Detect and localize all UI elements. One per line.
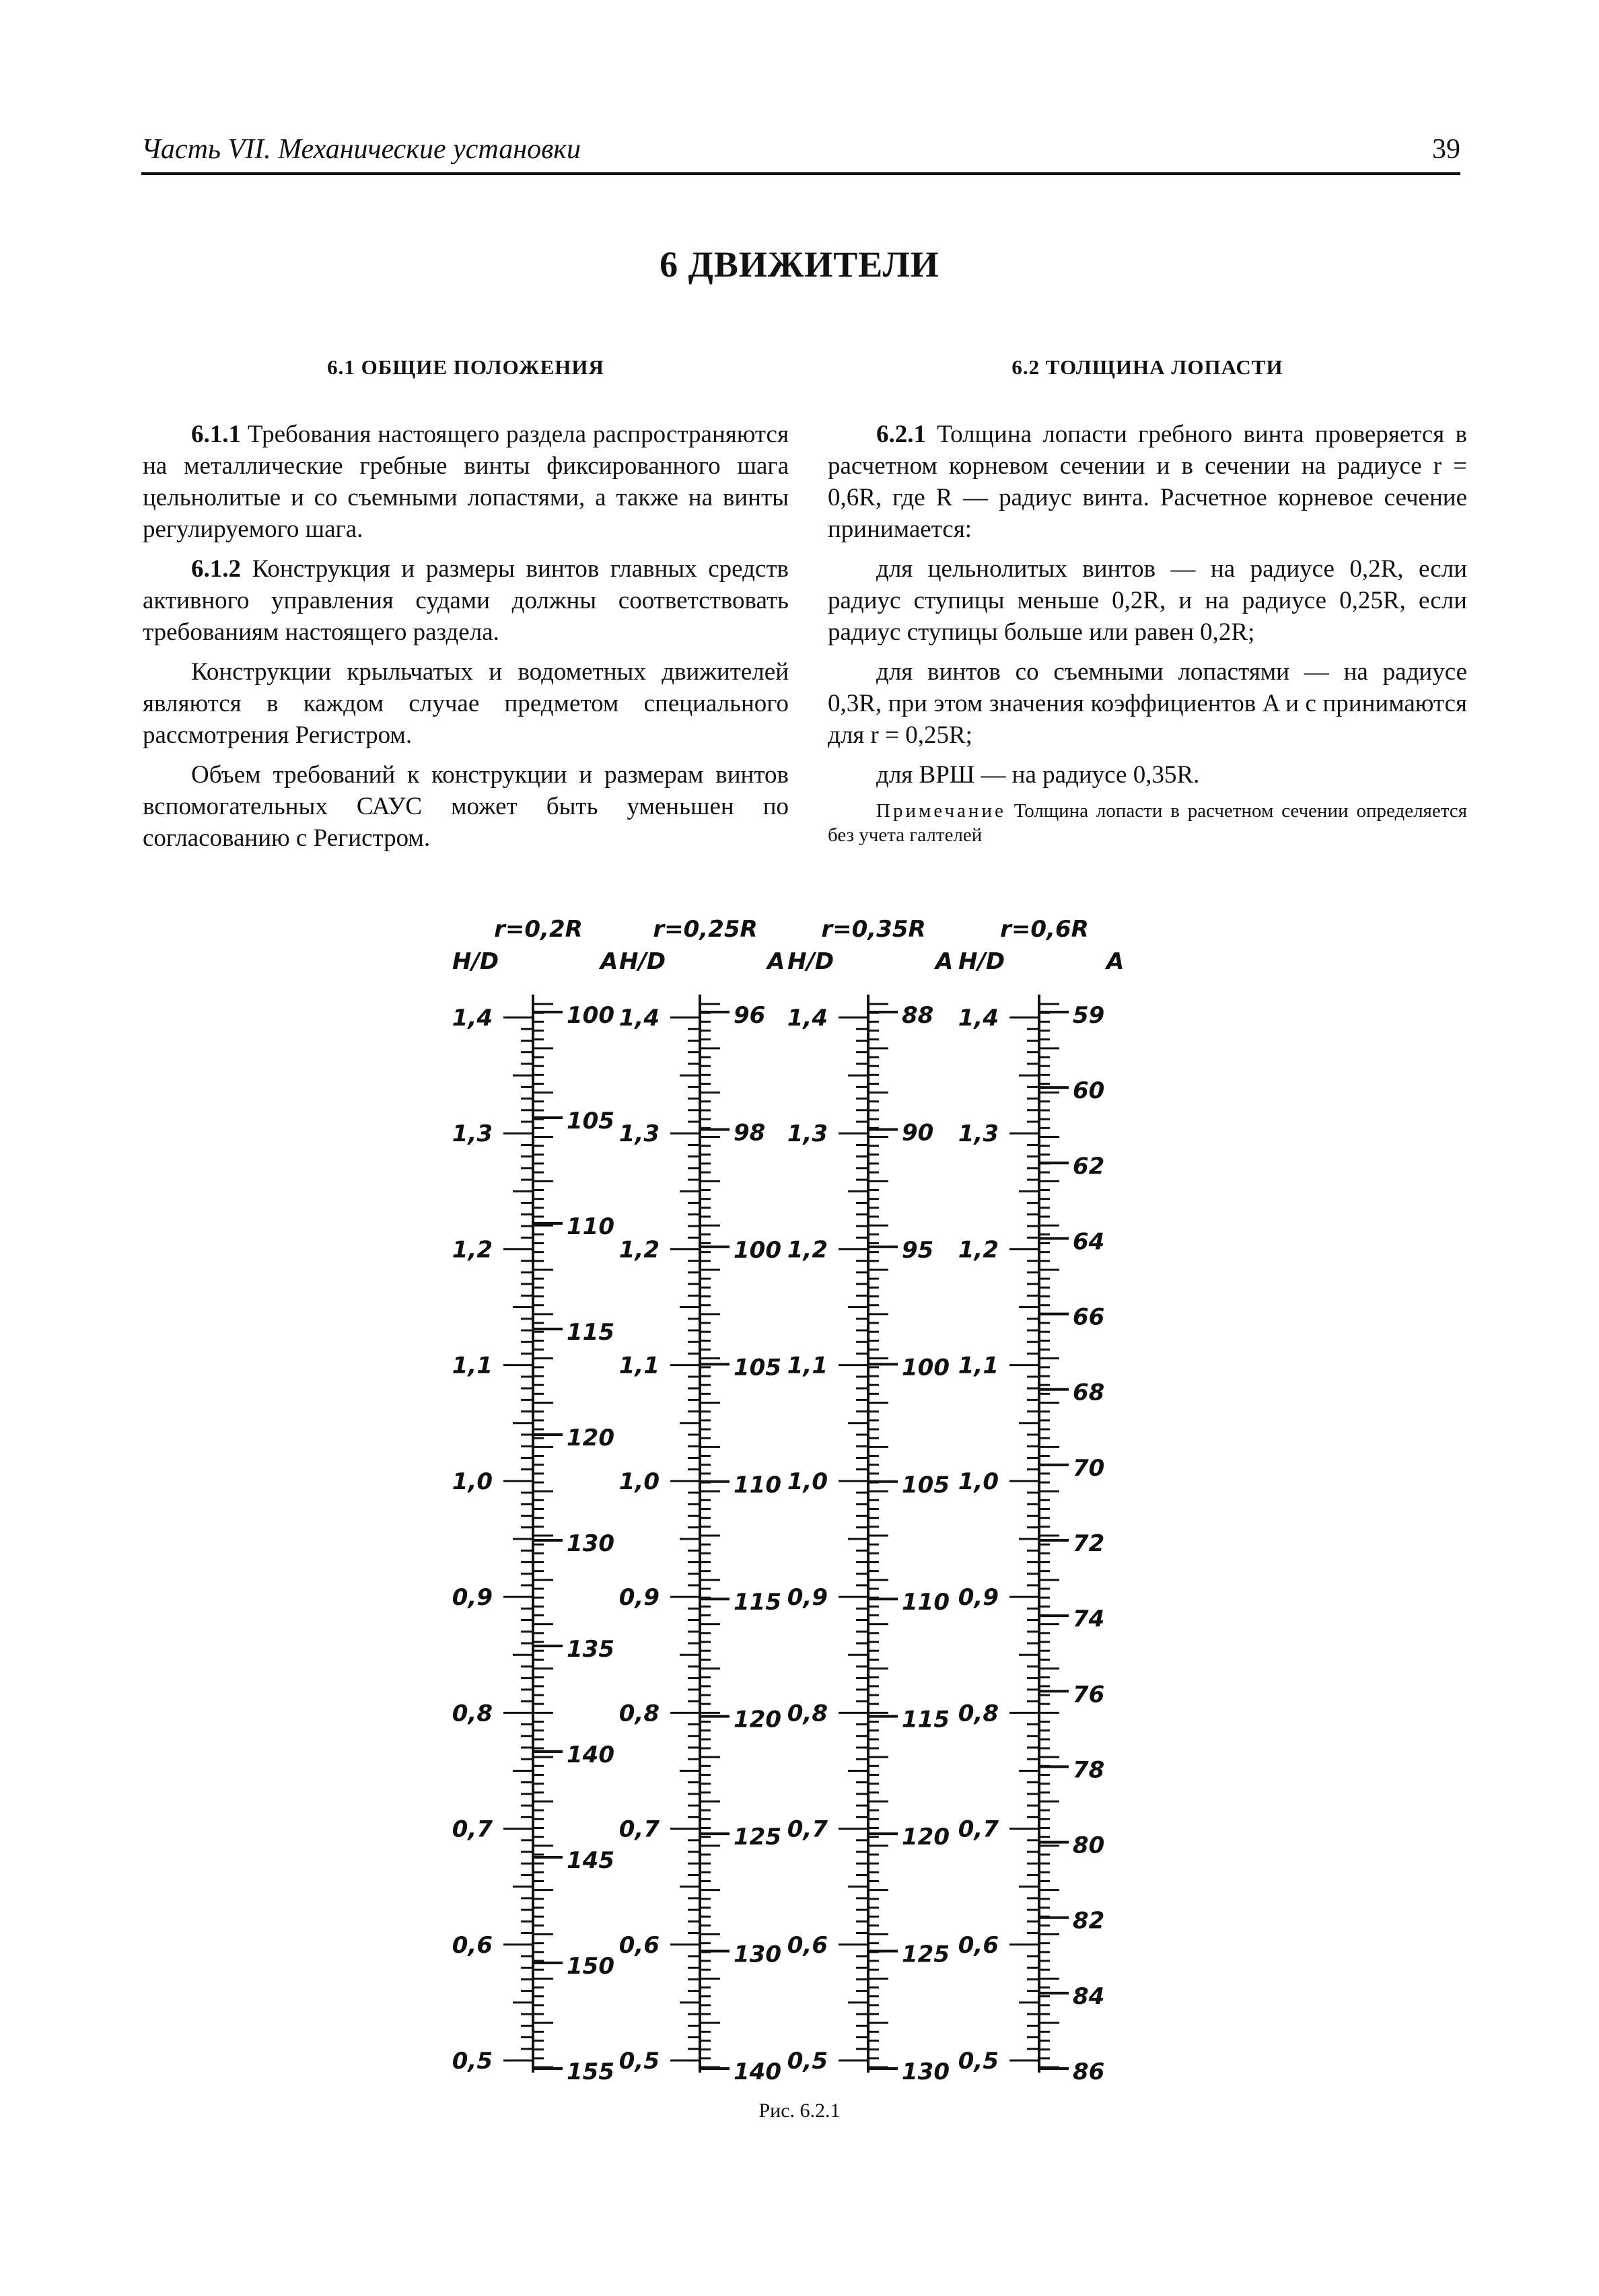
a-label: 155 — [567, 2058, 614, 2085]
a-label: 120 — [902, 1824, 950, 1851]
a-label: 84 — [1073, 1982, 1105, 2010]
clause-number: 6.1.2 — [191, 555, 241, 583]
a-label: 64 — [1073, 1228, 1105, 1256]
a-label: 130 — [734, 1941, 781, 1968]
a-label: 115 — [567, 1319, 614, 1346]
a-label: 120 — [567, 1425, 614, 1451]
hd-label: 0,8 — [618, 1700, 660, 1727]
a-label: 140 — [567, 1742, 614, 1768]
a-label: 140 — [734, 2058, 781, 2085]
hd-label: 1,0 — [452, 1468, 493, 1495]
a-label: 95 — [902, 1236, 934, 1264]
a-label: 105 — [902, 1471, 950, 1499]
figure-caption: Рис. 6.2.1 — [758, 2100, 841, 2122]
scale-title: r=0,35R — [821, 916, 926, 943]
a-label: 100 — [734, 1236, 781, 1264]
hd-label: 0,7 — [618, 1816, 660, 1843]
hd-label: 1,4 — [452, 1005, 493, 1032]
a-label: 88 — [902, 1002, 934, 1029]
a-label: 110 — [567, 1213, 614, 1240]
a-label: 80 — [1073, 1832, 1105, 1859]
hd-label: 1,4 — [958, 1005, 999, 1032]
axis-label-a: A — [767, 948, 785, 975]
a-label: 68 — [1073, 1379, 1105, 1406]
section-heading-6-1: 6.1 ОБЩИЕ ПОЛОЖЕНИЯ — [327, 355, 604, 379]
chapter-title: 6 ДВИЖИТЕЛИ — [660, 244, 939, 285]
a-label: 78 — [1073, 1756, 1105, 1784]
section-heading-6-2: 6.2 ТОЛЩИНА ЛОПАСТИ — [1011, 355, 1283, 379]
axis-label-a: A — [935, 948, 954, 975]
hd-label: 1,0 — [787, 1468, 828, 1495]
a-label: 150 — [567, 1953, 614, 1980]
a-label: 74 — [1073, 1606, 1105, 1633]
axis-label-hd: H/D — [787, 948, 834, 975]
a-label: 105 — [734, 1354, 781, 1382]
note-label: Примечание — [876, 800, 1006, 822]
hd-label: 0,5 — [787, 2048, 828, 2075]
hd-label: 1,1 — [618, 1352, 660, 1379]
a-label: 72 — [1073, 1530, 1105, 1557]
hd-label: 1,2 — [452, 1236, 493, 1264]
axis-label-hd: H/D — [958, 948, 1005, 975]
hd-label: 0,6 — [618, 1931, 660, 1959]
a-label: 120 — [734, 1706, 781, 1733]
hd-label: 0,5 — [618, 2048, 660, 2075]
paragraph-cpp: для ВРШ — на радиусе 0,35R. — [876, 761, 1200, 789]
hd-label: 0,6 — [787, 1931, 828, 1959]
a-label: 130 — [567, 1530, 614, 1557]
axis-label-hd: H/D — [619, 948, 666, 975]
a-label: 98 — [734, 1119, 766, 1147]
axis-label-hd: H/D — [452, 948, 499, 975]
a-label: 125 — [902, 1941, 950, 1968]
hd-label: 1,2 — [958, 1236, 999, 1264]
a-label: 60 — [1073, 1077, 1105, 1105]
hd-label: 1,2 — [787, 1236, 828, 1264]
hd-label: 1,4 — [618, 1005, 660, 1032]
hd-label: 1,3 — [452, 1120, 493, 1148]
hd-label: 0,5 — [452, 2048, 493, 2075]
a-label: 145 — [567, 1847, 614, 1874]
a-label: 100 — [902, 1354, 950, 1382]
hd-label: 0,6 — [958, 1931, 999, 1959]
clause-number: 6.1.1 — [191, 421, 241, 448]
a-label: 66 — [1073, 1303, 1105, 1331]
hd-label: 0,9 — [452, 1584, 493, 1612]
a-label: 76 — [1073, 1681, 1105, 1709]
hd-label: 0,5 — [958, 2048, 999, 2075]
hd-label: 1,1 — [787, 1352, 828, 1379]
a-label: 62 — [1073, 1153, 1105, 1180]
scale-title: r=0,25R — [653, 916, 758, 943]
scale-title: r=0,6R — [1000, 916, 1089, 943]
hd-label: 1,3 — [958, 1120, 999, 1148]
hd-label: 0,7 — [787, 1816, 828, 1843]
a-label: 110 — [902, 1589, 950, 1616]
paragraph-text: Требования настоящего раздела распространяются на металлические гребные винты фиксированного шага цельнолитые и со съемными лопастями, а также на винты регулируемого шага. — [143, 421, 789, 543]
a-label: 70 — [1073, 1454, 1105, 1482]
hd-label: 0,8 — [452, 1700, 493, 1727]
part-title: Часть VII. Механические установки — [141, 134, 581, 165]
a-label: 110 — [734, 1471, 781, 1499]
hd-label: 0,9 — [787, 1584, 828, 1612]
paragraph-monoblock: для цельнолитых винтов — на радиусе 0,2R, если радиус ступицы меньше 0,2R, и на радиусе 0,25R, если радиус ступицы больше или равен 0,2R; — [828, 555, 1467, 646]
hd-label: 1,0 — [958, 1468, 999, 1495]
hd-label: 1,1 — [452, 1352, 493, 1379]
hd-label: 1,4 — [787, 1005, 828, 1032]
a-label: 115 — [734, 1589, 781, 1616]
note-text: Толщина лопасти в расчетном сечении определяется без учета галтелей — [828, 800, 1468, 846]
a-label: 115 — [902, 1706, 950, 1733]
a-label: 100 — [567, 1002, 614, 1029]
hd-label: 0,9 — [618, 1584, 660, 1612]
axis-label-a: A — [600, 948, 618, 975]
paragraph-auxiliary: Объем требований к конструкции и размерам винтов вспомогательных САУС может быть уменьшен по согласованию с Регистром. — [143, 761, 789, 852]
paragraph-text: Конструкция и размеры винтов главных средств активного управления судами должны соответствовать требованиям настоящего раздела. — [143, 555, 789, 646]
paragraph-wing-propulsors: Конструкции крыльчатых и водометных движителей являются в каждом случае предметом специального рассмотрения Регистром. — [143, 658, 789, 749]
hd-label: 0,6 — [452, 1931, 493, 1959]
a-label: 105 — [567, 1108, 614, 1135]
a-label: 125 — [734, 1824, 781, 1851]
a-label: 130 — [902, 2058, 950, 2085]
a-label: 59 — [1073, 1002, 1105, 1029]
a-label: 86 — [1073, 2058, 1105, 2085]
paragraph-text: Толщина лопасти гребного винта проверяется в расчетном корневом сечении и в сечении на радиусе r = 0,6R, где R — радиус винта. Расчетное корневое сечение принимается: — [828, 421, 1468, 543]
hd-label: 1,3 — [787, 1120, 828, 1148]
hd-label: 0,8 — [787, 1700, 828, 1727]
hd-label: 0,9 — [958, 1584, 999, 1612]
a-label: 82 — [1073, 1907, 1105, 1935]
hd-label: 0,7 — [452, 1816, 493, 1843]
clause-number: 6.2.1 — [876, 421, 926, 448]
hd-label: 1,0 — [618, 1468, 660, 1495]
hd-label: 1,3 — [618, 1120, 660, 1148]
hd-label: 0,8 — [958, 1700, 999, 1727]
a-label: 96 — [734, 1002, 766, 1029]
scale-title: r=0,2R — [494, 916, 583, 943]
paragraph-removable-blades: для винтов со съемными лопастями — на радиусе 0,3R, при этом значения коэффициентов A и c принимаются для r = 0,25R; — [828, 658, 1467, 749]
hd-label: 1,2 — [618, 1236, 660, 1264]
hd-label: 1,1 — [958, 1352, 999, 1379]
a-label: 90 — [902, 1119, 934, 1147]
axis-label-a: A — [1106, 948, 1125, 975]
a-label: 135 — [567, 1636, 614, 1663]
hd-label: 0,7 — [958, 1816, 999, 1843]
page-number: 39 — [1432, 134, 1460, 165]
